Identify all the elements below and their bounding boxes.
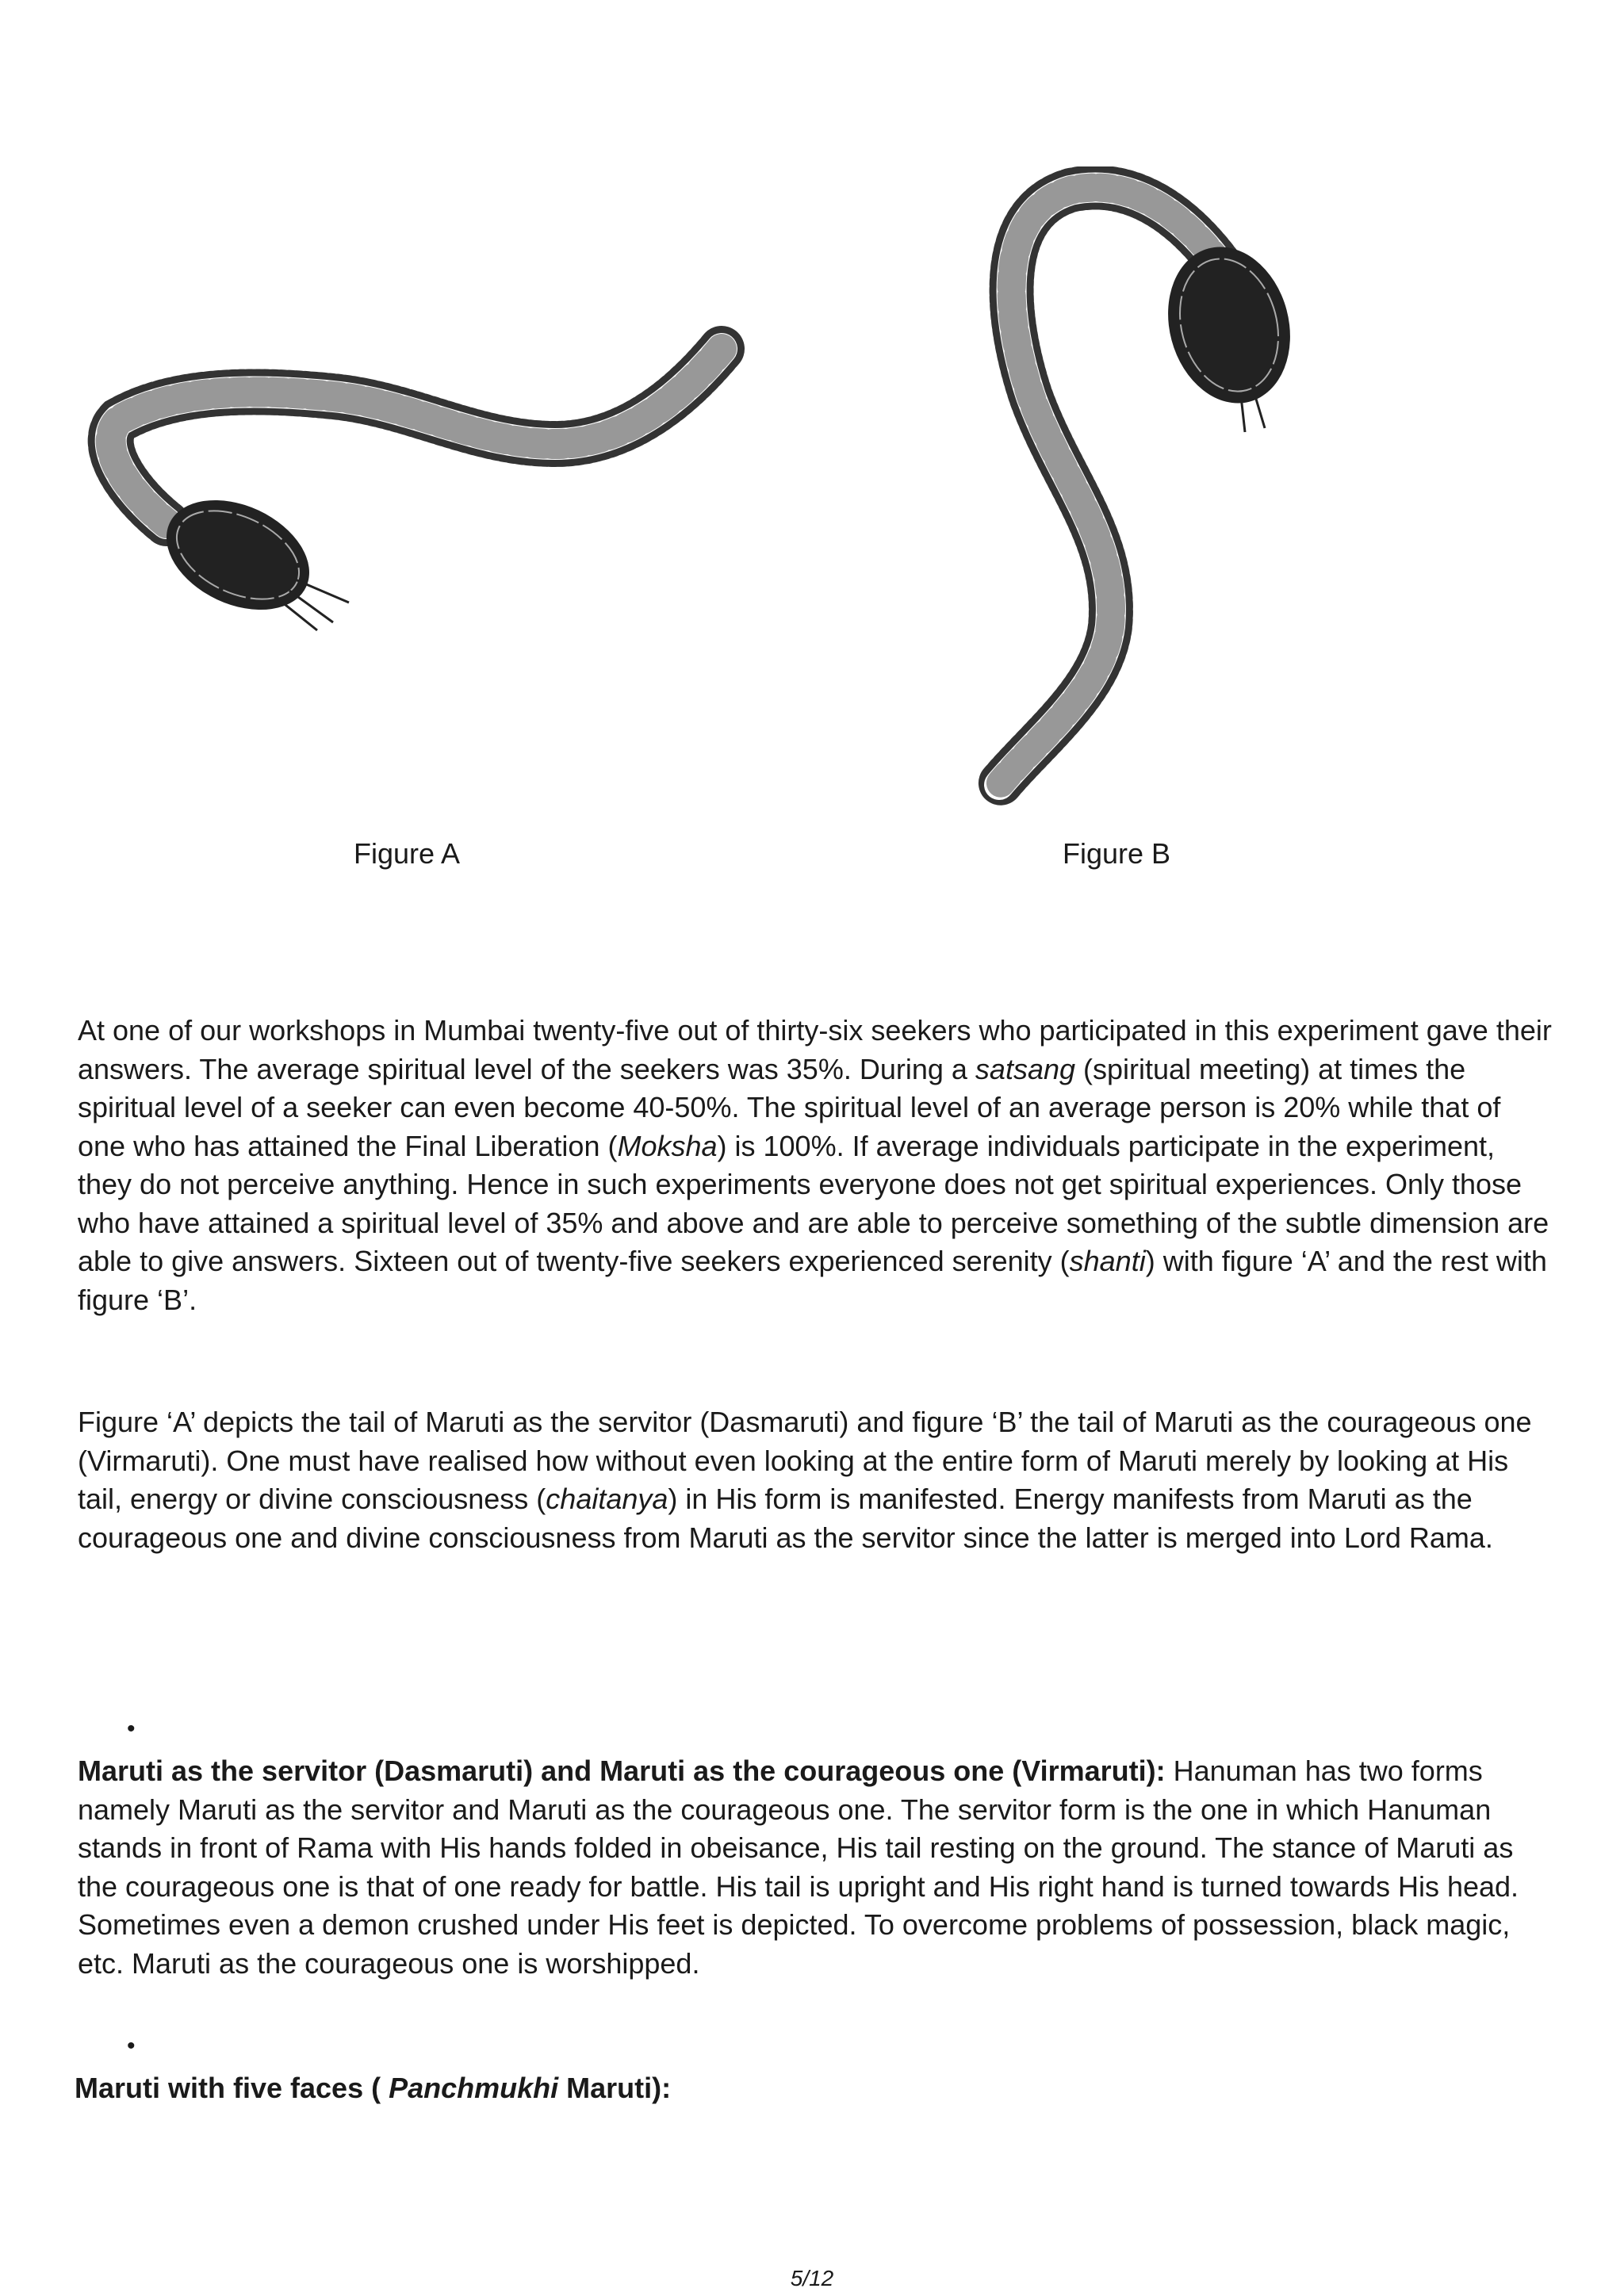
section-heading: Maruti as the servitor (Dasmaruti) and Maruti as the courageous one (Virmaruti): <box>78 1755 1166 1787</box>
figure-b-caption: Figure B <box>1063 837 1171 870</box>
section-five-faces-heading: Maruti with five faces ( Panchmukhi Maruti): <box>75 2072 672 2104</box>
figure-a-tail <box>111 349 722 523</box>
figure-b-tuft <box>1151 233 1308 432</box>
figure-a-tuft <box>149 479 349 632</box>
paragraph-experiment-results: At one of our workshops in Mumbai twenty-five out of thirty-six seekers who participated in this experiment gave their answers. The average spiritual level of the seekers was 35%. During a satsang (spiritual meeting) at times the spiritual level of a seeker can even become 40-50%. The spiritual level of an average person is 20% while that of one who has attained the Final Liberation (Moksha) is 100%. If average individuals participate in the experiment, they do not perceive anything. Hence in such experiments everyone does not get spiritual experiences. Only those who have attained a spiritual level of 35% and above and are able to perceive something of the subtle dimension are able to give answers. Sixteen out of twenty-five seekers experienced serenity (shanti) with figure ‘A’ and the rest with figure ‘B’. <box>78 1014 1552 1316</box>
bullet-marker: • <box>127 2033 136 2059</box>
bullet-marker: • <box>127 1716 136 1742</box>
page-number: 5/12 <box>790 2266 834 2290</box>
figure-b-illustration <box>959 166 1308 817</box>
figure-a-illustration <box>79 309 745 674</box>
figure-a-caption: Figure A <box>354 837 461 870</box>
paragraph-figure-explanation: Figure ‘A’ depicts the tail of Maruti as the servitor (Dasmaruti) and figure ‘B’ the tail of Maruti as the courageous one (Virmaruti). One must have realised how without even looking at the entire form of Maruti merely by looking at His tail, energy or divine consciousness (chaitanya) in His form is manifested. Energy manifests from Maruti as the courageous one and divine consciousness from Maruti as the servitor since the latter is merged into Lord Rama. <box>78 1406 1532 1554</box>
section-servitor-and-courageous: Maruti as the servitor (Dasmaruti) and Maruti as the courageous one (Virmaruti): Hanuman has two forms namely Maruti as the servitor and Maruti as the courageous one. The servitor form is the one in which Hanuman stands in front of Rama with His hands folded in obeisance, His tail resting on the ground. The stance of Maruti as the courageous one is that of one ready for battle. His tail is upright and His right hand is turned towards His head. Sometimes even a demon crushed under His feet is depicted. To overcome problems of possession, black magic, etc. Maruti as the courageous one is worshipped. <box>78 1755 1519 1980</box>
